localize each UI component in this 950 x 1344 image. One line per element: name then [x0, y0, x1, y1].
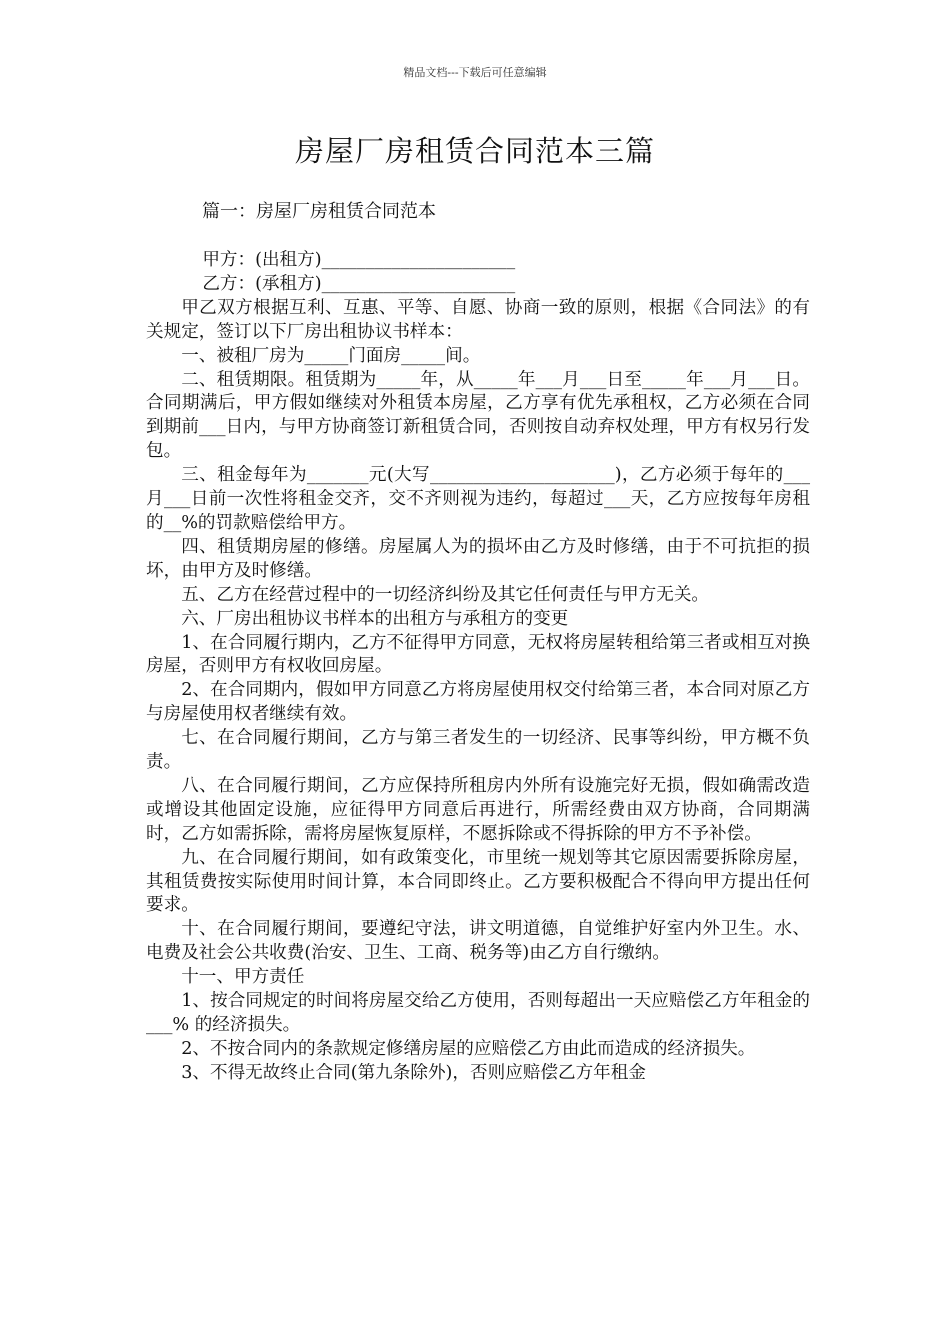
contract-paragraph: 1、在合同履行期内，乙方不征得甲方同意，无权将房屋转租给第三者或相互对换房屋，否则甲方有权收回房屋。 [146, 632, 810, 677]
document-title: 房屋厂房租赁合同范本三篇 [294, 134, 655, 168]
contract-paragraph: 九、在合同履行期间，如有政策变化，市里统一规划等其它原因需要拆除房屋，其租赁费按实际使用时间计算，本合同即终止。乙方要积极配合不得向甲方提出任何要求。 [146, 847, 810, 916]
contract-paragraph: 二、租赁期限。租赁期为_____年，从_____年___月___日至_____年___月___日。合同期满后，甲方假如继续对外租赁本房屋，乙方享有优先承租权，乙方必须在合同到期前___日内，与甲方协商签订新租赁合同，否则按自动弃权处理，甲方有权另行发包。 [146, 369, 810, 462]
party-a-line: 甲方：(出租方)______________________ [202, 250, 516, 270]
contract-paragraph: 一、被租厂房为_____门面房_____间。 [181, 345, 481, 366]
contract-paragraph: 四、租赁期房屋的修缮。房屋属人为的损坏由乙方及时修缮，由于不可抗拒的损坏，由甲方及时修缮。 [146, 536, 810, 581]
contract-body [146, 249, 810, 1086]
section-heading: 篇一：房屋厂房租赁合同范本 [202, 201, 436, 222]
contract-paragraph: 1、按合同规定的时间将房屋交给乙方使用，否则每超出一天应赔偿乙方年租金的___% 的经济损失。 [146, 991, 810, 1035]
contract-paragraph: 甲乙双方根据互利、互惠、平等、自愿、协商一致的原则，根据《合同法》的有关规定，签订以下厂房出租协议书样本： [146, 297, 810, 342]
contract-paragraph: 3、不得无故终止合同(第九条除外)，否则应赔偿乙方年租金 [181, 1062, 646, 1083]
contract-paragraph: 七、在合同履行期间，乙方与第三者发生的一切经济、民事等纠纷，甲方概不负责。 [146, 728, 810, 773]
contract-paragraph: 2、在合同期内，假如甲方同意乙方将房屋使用权交付给第三者，本合同对原乙方与房屋使用权者继续有效。 [146, 680, 810, 725]
party-b-line: 乙方：(承租方)______________________ [202, 273, 516, 294]
contract-paragraph: 八、在合同履行期间，乙方应保持所租房内外所有设施完好无损，假如确需改造或增设其他固定设施，应征得甲方同意后再进行，所需经费由双方协商，合同期满时，乙方如需拆除，需将房屋恢复原样，不愿拆除或不得拆除的甲方不予补偿。 [146, 775, 810, 844]
page-header-note: 精品文档---下载后可任意编辑 [403, 66, 547, 79]
contract-paragraph: 十、在合同履行期间，要遵纪守法，讲文明道德，自觉维护好室内外卫生。水、电费及社会公共收费(治安、卫生、工商、税务等)由乙方自行缴纳。 [146, 919, 810, 964]
contract-paragraph: 2、不按合同内的条款规定修缮房屋的应赔偿乙方由此而造成的经济损失。 [181, 1038, 756, 1059]
contract-paragraph: 十一、甲方责任 [181, 967, 305, 988]
contract-paragraph: 六、厂房出租协议书样本的出租方与承租方的变更 [181, 608, 569, 629]
contract-paragraph: 三、租金每年为_______元(大写_____________________)，乙方必须于每年的___月___日前一次性将租金交齐，交不齐则视为违约，每超过___天，乙方应按每年房租的__%的罚款赔偿给甲方。 [146, 465, 810, 533]
contract-paragraph: 五、乙方在经营过程中的一切经济纠纷及其它任何责任与甲方无关。 [181, 584, 710, 605]
